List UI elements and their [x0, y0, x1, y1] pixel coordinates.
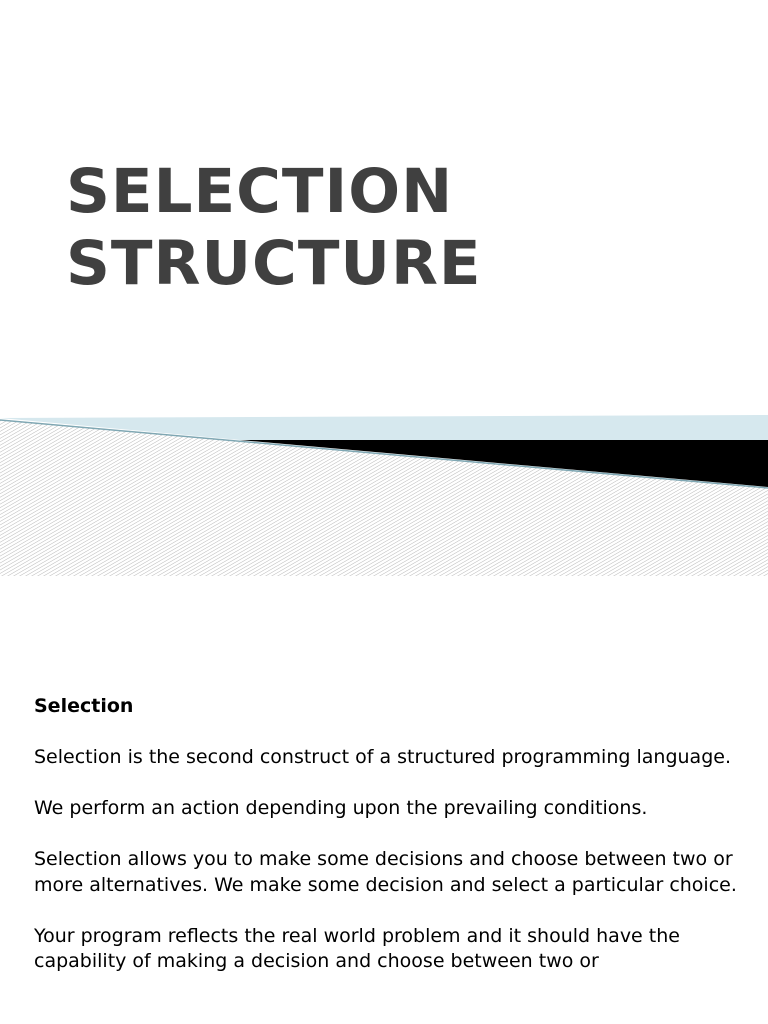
notes-paragraph: Your program reflects the real world problem and it should have the capability of making a decision and choose between two or — [34, 924, 680, 972]
notes-paragraph: We perform an action depending upon the prevailing conditions. — [34, 797, 648, 819]
slide-title — [66, 156, 746, 300]
notes-paragraph: Selection allows you to make some decisions and choose between two or more alternatives. We make some decision and select a particular choice. — [34, 848, 737, 896]
slide-title-line-1: SELECTION — [66, 156, 454, 227]
speaker-notes — [34, 694, 744, 1000]
notes-heading: Selection — [34, 695, 134, 717]
notes-paragraph: Selection is the second construct of a structured programming language. — [34, 746, 731, 768]
slide-title-line-2: STRUCTURE — [66, 228, 482, 299]
decorative-band — [0, 400, 768, 576]
